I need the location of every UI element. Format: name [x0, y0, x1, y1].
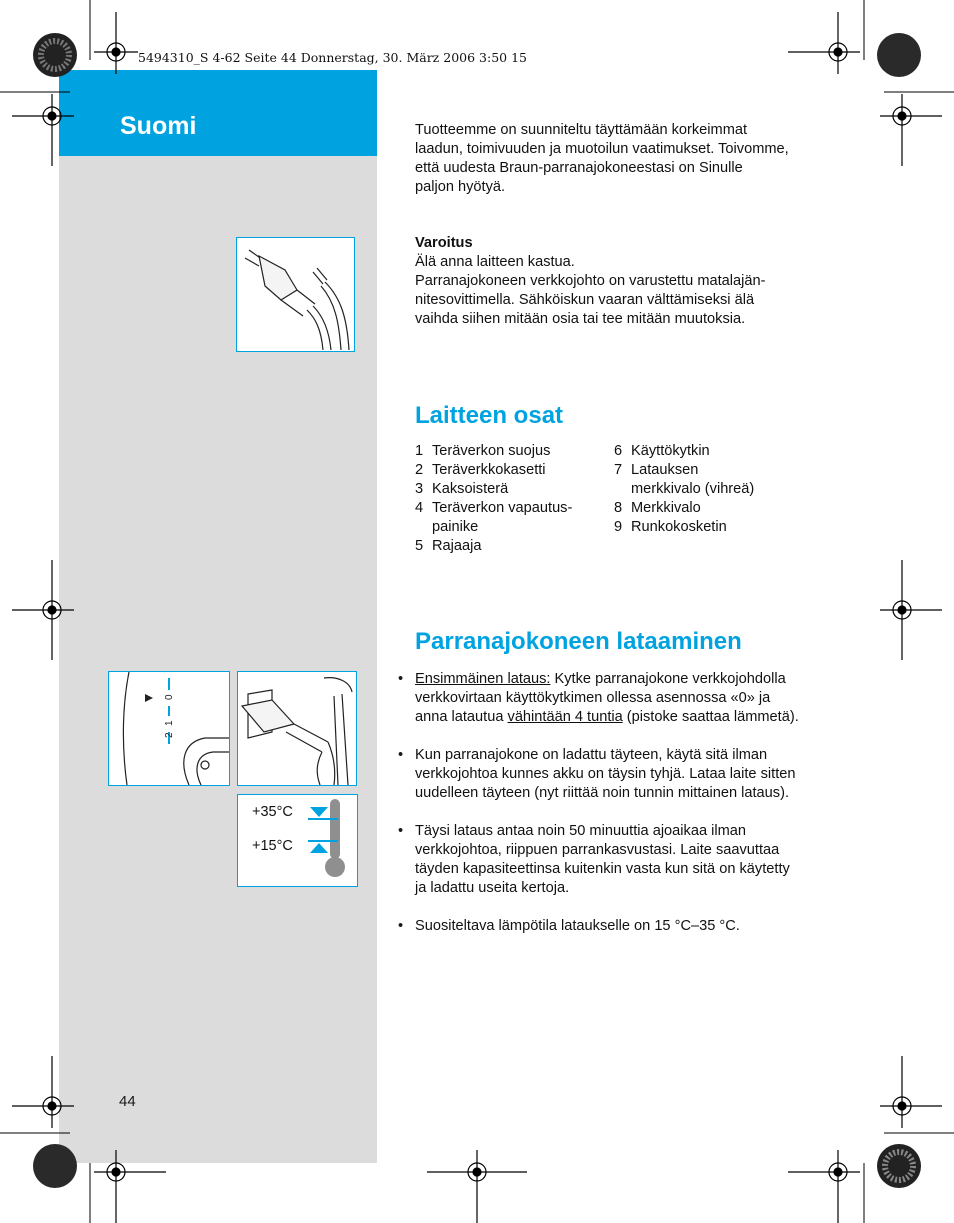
- list-item: 4 Teräverkon vapautus-: [415, 500, 573, 516]
- list-item: • Kun parranajokone on ladattu täyteen, käytä sitä ilman verkkojohtoa kunnes akku on täysin tyhjä. Lataa laite sitten uudelleen täyteen (nyt riittää noin tunnin mittainen lataus).: [398, 747, 796, 801]
- list-item: • Ensimmäinen lataus: Kytke parranajokone verkkojohdolla verkkovirtaan käyttökytkimen ollessa asennossa «0» ja anna latautua vähintään 4 tuntia (pistoke saattaa lämmetä).: [398, 671, 799, 725]
- page-number: 44: [119, 1093, 136, 1110]
- switch-illustration: [108, 671, 230, 786]
- list-item: • Suositeltava lämpötila lataukselle on 15 °C–35 °C.: [398, 918, 740, 934]
- intro-line: paljon hyötyä.: [415, 179, 506, 195]
- charging-instructions: [398, 670, 843, 955]
- intro-line: että uudesta Braun-parranajokoneestasi on Sinulle: [415, 160, 743, 176]
- language-title: Suomi: [120, 112, 197, 140]
- list-item: 9 Runkokosketin: [614, 519, 727, 535]
- list-item: 7 Latauksen: [614, 462, 699, 478]
- intro-line: Tuotteemme on suunniteltu täyttämään korkeimmat: [415, 122, 748, 138]
- list-item: • Täysi lataus antaa noin 50 minuuttia ajoaikaa ilman verkkojohtoa, riippuen parrankasvustasi. Laite saavuttaa täyden kapasiteettinsa kuitenkin vasta kun sitä on käytetty ja ladattu useita kertoja.: [398, 823, 790, 896]
- warning-section: [415, 234, 845, 329]
- temperature-illustration: [237, 794, 358, 887]
- switch-mark-1: 1: [164, 720, 175, 726]
- temp-min-label: +15°C: [252, 838, 293, 854]
- min-hours-label: vähintään 4 tuntia: [507, 709, 623, 725]
- temp-max-label: +35°C: [252, 804, 293, 820]
- intro-line: laadun, toimivuuden ja muotoilun vaatimukset. Toivomme,: [415, 141, 789, 157]
- intro-paragraph: [415, 121, 845, 197]
- plug-cord-drawing: [237, 238, 354, 351]
- switch-mark-0: 0: [164, 694, 175, 700]
- parts-list-col1: [415, 442, 605, 556]
- list-item: painike: [432, 519, 479, 535]
- list-item: 6 Käyttökytkin: [614, 443, 710, 459]
- warning-heading: Varoitus: [415, 235, 473, 251]
- list-item: 8 Merkkivalo: [614, 500, 701, 516]
- parts-heading: Laitteen osat: [415, 402, 564, 429]
- pointer-icon: [145, 694, 153, 702]
- list-item: 2 Teräverkkokasetti: [415, 462, 546, 478]
- warning-line: vaihda siihen mitään osia tai tee mitään muutoksia.: [415, 311, 746, 327]
- switch-drawing: [109, 672, 229, 785]
- plug-illustration: [236, 237, 355, 352]
- switch-mark-2: 2: [164, 732, 175, 738]
- socket-drawing: [238, 672, 356, 785]
- charging-heading: Parranajokoneen lataaminen: [415, 628, 742, 655]
- print-header: 5494310_S 4-62 Seite 44 Donnerstag, 30. März 2006 3:50 15: [138, 50, 527, 65]
- list-item: 1 Teräverkon suojus: [415, 443, 551, 459]
- list-item: merkkivalo (vihreä): [631, 481, 755, 497]
- parts-list-col2: [614, 442, 814, 537]
- thermometer-icon: [304, 795, 358, 887]
- list-item: 5 Rajaaja: [415, 538, 482, 554]
- socket-illustration: [237, 671, 357, 786]
- list-item: 3 Kaksoisterä: [415, 481, 509, 497]
- warning-line: Parranajokoneen verkkojohto on varustettu matalajän-: [415, 273, 766, 289]
- first-charge-label: Ensimmäinen lataus:: [415, 671, 551, 687]
- warning-line: Älä anna laitteen kastua.: [415, 254, 575, 270]
- warning-line: nitesovittimella. Sähköiskun vaaran välttämiseksi älä: [415, 292, 755, 308]
